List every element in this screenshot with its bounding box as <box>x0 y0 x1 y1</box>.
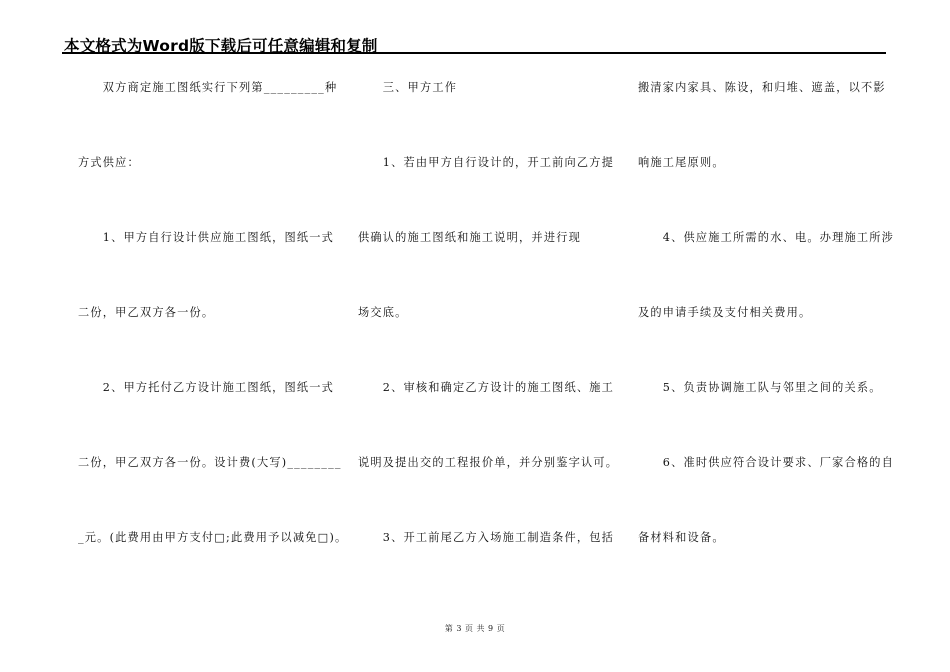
paragraph-line: 说明及提出交的工程报价单，并分别鉴字认可。 <box>358 456 619 469</box>
page-header-title: 本文格式为Word版下载后可任意编辑和复制 <box>64 37 378 55</box>
paragraph-line: 1、甲方自行设计供应施工图纸，图纸一式 <box>78 231 335 244</box>
paragraph-line: 二份，甲乙双方各一份。 <box>78 306 215 319</box>
paragraph-line: 3、开工前尾乙方入场施工制造条件，包括 <box>358 531 615 544</box>
paragraph-line: 搬清家内家具、陈设，和归堆、遮盖，以不影 <box>638 81 886 94</box>
paragraph-line: 双方商定施工图纸实行下列第_________种 <box>78 81 338 94</box>
page-number: 第 3 页 共 9 页 <box>444 624 506 633</box>
paragraph-line: _元。(此费用由甲方支付□;此费用予以减免□)。 <box>78 531 348 544</box>
paragraph-line: 4、供应施工所需的水、电。办理施工所涉 <box>638 231 895 244</box>
paragraph-line: 备材料和设备。 <box>638 531 725 544</box>
paragraph-line: 方式供应： <box>78 156 140 169</box>
paragraph-line: 二份，甲乙双方各一份。设计费(大写)________ <box>78 456 342 469</box>
paragraph-line: 1、若由甲方自行设计的，开工前向乙方提 <box>358 156 615 169</box>
paragraph-line: 及的申请手续及支付相关费用。 <box>638 306 812 319</box>
paragraph-line: 6、准时供应符合设计要求、厂家合格的自 <box>638 456 895 469</box>
paragraph-line: 场交底。 <box>358 306 408 319</box>
paragraph-line: 响施工尾原则。 <box>638 156 725 169</box>
paragraph-line: 供确认的施工图纸和施工说明，并进行现 <box>358 231 581 244</box>
paragraph-line: 5、负责协调施工队与邻里之间的关系。 <box>638 381 882 394</box>
paragraph-line: 三、甲方工作 <box>358 81 458 94</box>
header-divider <box>62 52 886 54</box>
paragraph-line: 2、审核和确定乙方设计的施工图纸、施工 <box>358 381 615 394</box>
paragraph-line: 2、甲方托付乙方设计施工图纸，图纸一式 <box>78 381 335 394</box>
